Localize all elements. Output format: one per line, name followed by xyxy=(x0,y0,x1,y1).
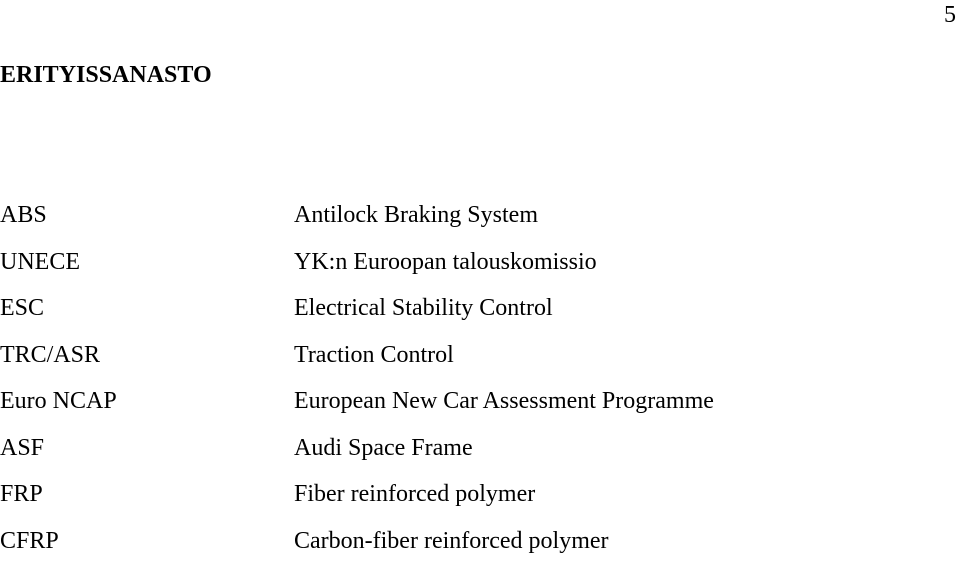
glossary-term: UNECE xyxy=(0,247,294,277)
glossary-term: ABS xyxy=(0,200,294,230)
glossary-list xyxy=(0,200,714,572)
glossary-definition: Electrical Stability Control xyxy=(294,293,553,323)
glossary-row xyxy=(0,247,714,294)
glossary-row xyxy=(0,479,714,526)
glossary-definition: European New Car Assessment Programme xyxy=(294,386,714,416)
glossary-row xyxy=(0,340,714,387)
glossary-definition: Traction Control xyxy=(294,340,454,370)
glossary-definition: Audi Space Frame xyxy=(294,433,473,463)
glossary-definition: Fiber reinforced polymer xyxy=(294,479,535,509)
glossary-row xyxy=(0,293,714,340)
glossary-term: CFRP xyxy=(0,526,294,556)
page-heading: ERITYISSANASTO xyxy=(0,60,212,90)
glossary-row xyxy=(0,433,714,480)
glossary-row xyxy=(0,386,714,433)
glossary-definition: Antilock Braking System xyxy=(294,200,538,230)
glossary-term: Euro NCAP xyxy=(0,386,294,416)
glossary-row xyxy=(0,200,714,247)
page-number: 5 xyxy=(944,0,956,30)
glossary-definition: YK:n Euroopan talouskomissio xyxy=(294,247,597,277)
glossary-term: TRC/ASR xyxy=(0,340,294,370)
glossary-definition: Carbon-fiber reinforced polymer xyxy=(294,526,609,556)
glossary-term: ASF xyxy=(0,433,294,463)
glossary-term: FRP xyxy=(0,479,294,509)
glossary-term: ESC xyxy=(0,293,294,323)
glossary-row xyxy=(0,526,714,572)
